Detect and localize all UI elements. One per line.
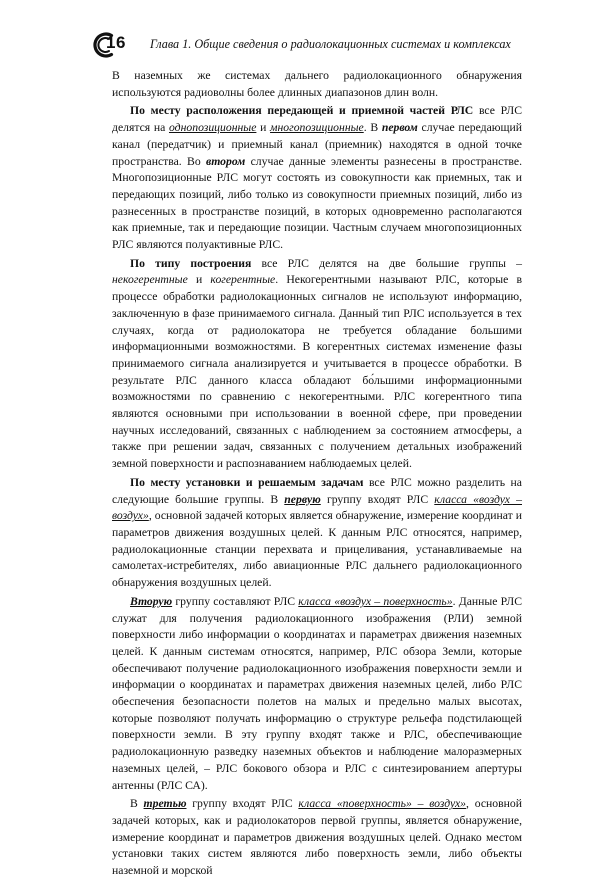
- running-title: Глава 1. Общие сведения о радиолокационных системах и комплексах: [150, 37, 511, 51]
- page-header: [92, 32, 522, 60]
- text-run: В: [130, 797, 144, 811]
- text-run: и: [187, 273, 211, 287]
- paragraph: [112, 256, 522, 473]
- paragraph: [112, 796, 522, 880]
- paragraph: [112, 103, 522, 253]
- text-run: когерентные: [210, 273, 276, 287]
- text-run: класса «воздух – поверхность»: [298, 594, 453, 608]
- text-run: . В: [363, 121, 382, 135]
- text-run: . Данные РЛС служат для получения радиолокационного изображения (РЛИ) земной поверхности либо информации о координатах и параметрах движения наземных целей. К данным системам относятся, например, РЛС обзора Земли, которые обеспечивают получение радиолокационного изображения поверхности земли и информации о координатах и параметрах движения наземных целей, либо РЛС обеспечения безопасности полетов на малых и предельно малых высотах, которые позволяют получать информацию о структуре рельефа подстилающей поверхности земли. В эту группу входят также и РЛС, обеспечивающие радиолокационную разведку наземных объектов и наблюдение малоразмерных наземных целей, – РЛС бокового обзора и РЛС с синтезированием апертуры антенны (РЛС СА).: [112, 594, 522, 792]
- body-text: [112, 68, 522, 880]
- text-run: случае данные элементы разнесены в пространстве. Многопозиционные РЛС могут состоять из совокупности как приемных, так и передающих позиций, либо только из совокупности приемных позиций, либо из разнесенных в пространстве позиций, в которых одновременно располагаются как приемные, так и передающие позиции. Частным случаем многопозиционных РЛС являются полуактивные РЛС.: [112, 154, 522, 252]
- text-run: По месту установки и решаемым задачам: [130, 475, 364, 489]
- text-run: группу входят РЛС: [186, 797, 299, 811]
- text-run: втором: [206, 154, 246, 168]
- text-run: Вторую: [130, 594, 173, 608]
- text-run: некогерентные: [112, 273, 188, 287]
- text-run: В наземных же системах дальнего радиолокационного обнаружения используются радиоволны более длинных диапазонов длин волн.: [112, 69, 522, 99]
- text-run: По типу построения: [130, 256, 252, 270]
- paragraph: [112, 594, 522, 794]
- text-run: многопозиционные: [270, 121, 364, 135]
- text-run: класса «воздух – воздух»: [112, 492, 522, 523]
- text-run: все РЛС делятся на: [112, 104, 523, 135]
- text-run: группу составляют РЛС: [172, 594, 299, 608]
- text-run: однопозиционные: [168, 121, 257, 135]
- text-run: По месту расположения передающей и приемной частей РЛС: [130, 104, 474, 118]
- paragraph: [112, 475, 522, 592]
- text-run: , основной задачей которых, как и радиолокаторов первой группы, является обнаружение, измерение координат и параметров движения воздушных целей. Однако местом установки таких систем являются либо поверхность земли, либо объекты наземной и морской: [112, 797, 522, 878]
- text-run: и: [256, 121, 271, 135]
- page-number: 16: [106, 33, 126, 52]
- text-run: первом: [381, 121, 418, 135]
- paragraph: [112, 68, 522, 101]
- text-run: . Некогерентными называют РЛС, которые в процессе обработки радиолокационных сигналов не используют информацию, заключенную в фазе принимаемого сигнала. Данный тип РЛС используется в тех случаях, когда от радиолокатора не требуется обладание большими информационными возможностями. В когерентных системах изменение фазы принимаемого сигнала анализируется и учитывается в процессе обработки. В результате РЛС данного класса обладают бо́льшими информационными возможностями по сравнению с некогерентными. РЛС когерентного типа являются основными при использовании в военной сфере, при проведении научных исследований, связанных с наблюдением за состоянием атмосферы, а также при решении задач, связанных с получением детальных изображений земной поверхности и распознаванием наблюдаемых целей.: [112, 273, 522, 471]
- text-run: все РЛС можно разделить на следующие большие группы. В: [112, 475, 522, 506]
- text-run: первую: [284, 492, 321, 506]
- text-run: случае передающий канал (передатчик) и приемный канал (приемник) находятся в одной точке пространства. Во: [112, 121, 523, 168]
- text-run: класса «поверхность» – воздух»: [298, 797, 467, 811]
- text-run: группу входят РЛС: [320, 492, 435, 506]
- text-run: третью: [143, 797, 187, 811]
- text-run: , основной задачей которых является обнаружение, измерение координат и параметров движения воздушных целей. К данным РЛС относятся, например, радиолокационные станции перехвата и прицеливания, устанавливаемые на самолетах-истребителях, либо авиационные РЛС дальнего радиолокационного обнаружения воздушных целей.: [112, 509, 522, 590]
- text-run: все РЛС делятся на две большие группы –: [251, 256, 522, 270]
